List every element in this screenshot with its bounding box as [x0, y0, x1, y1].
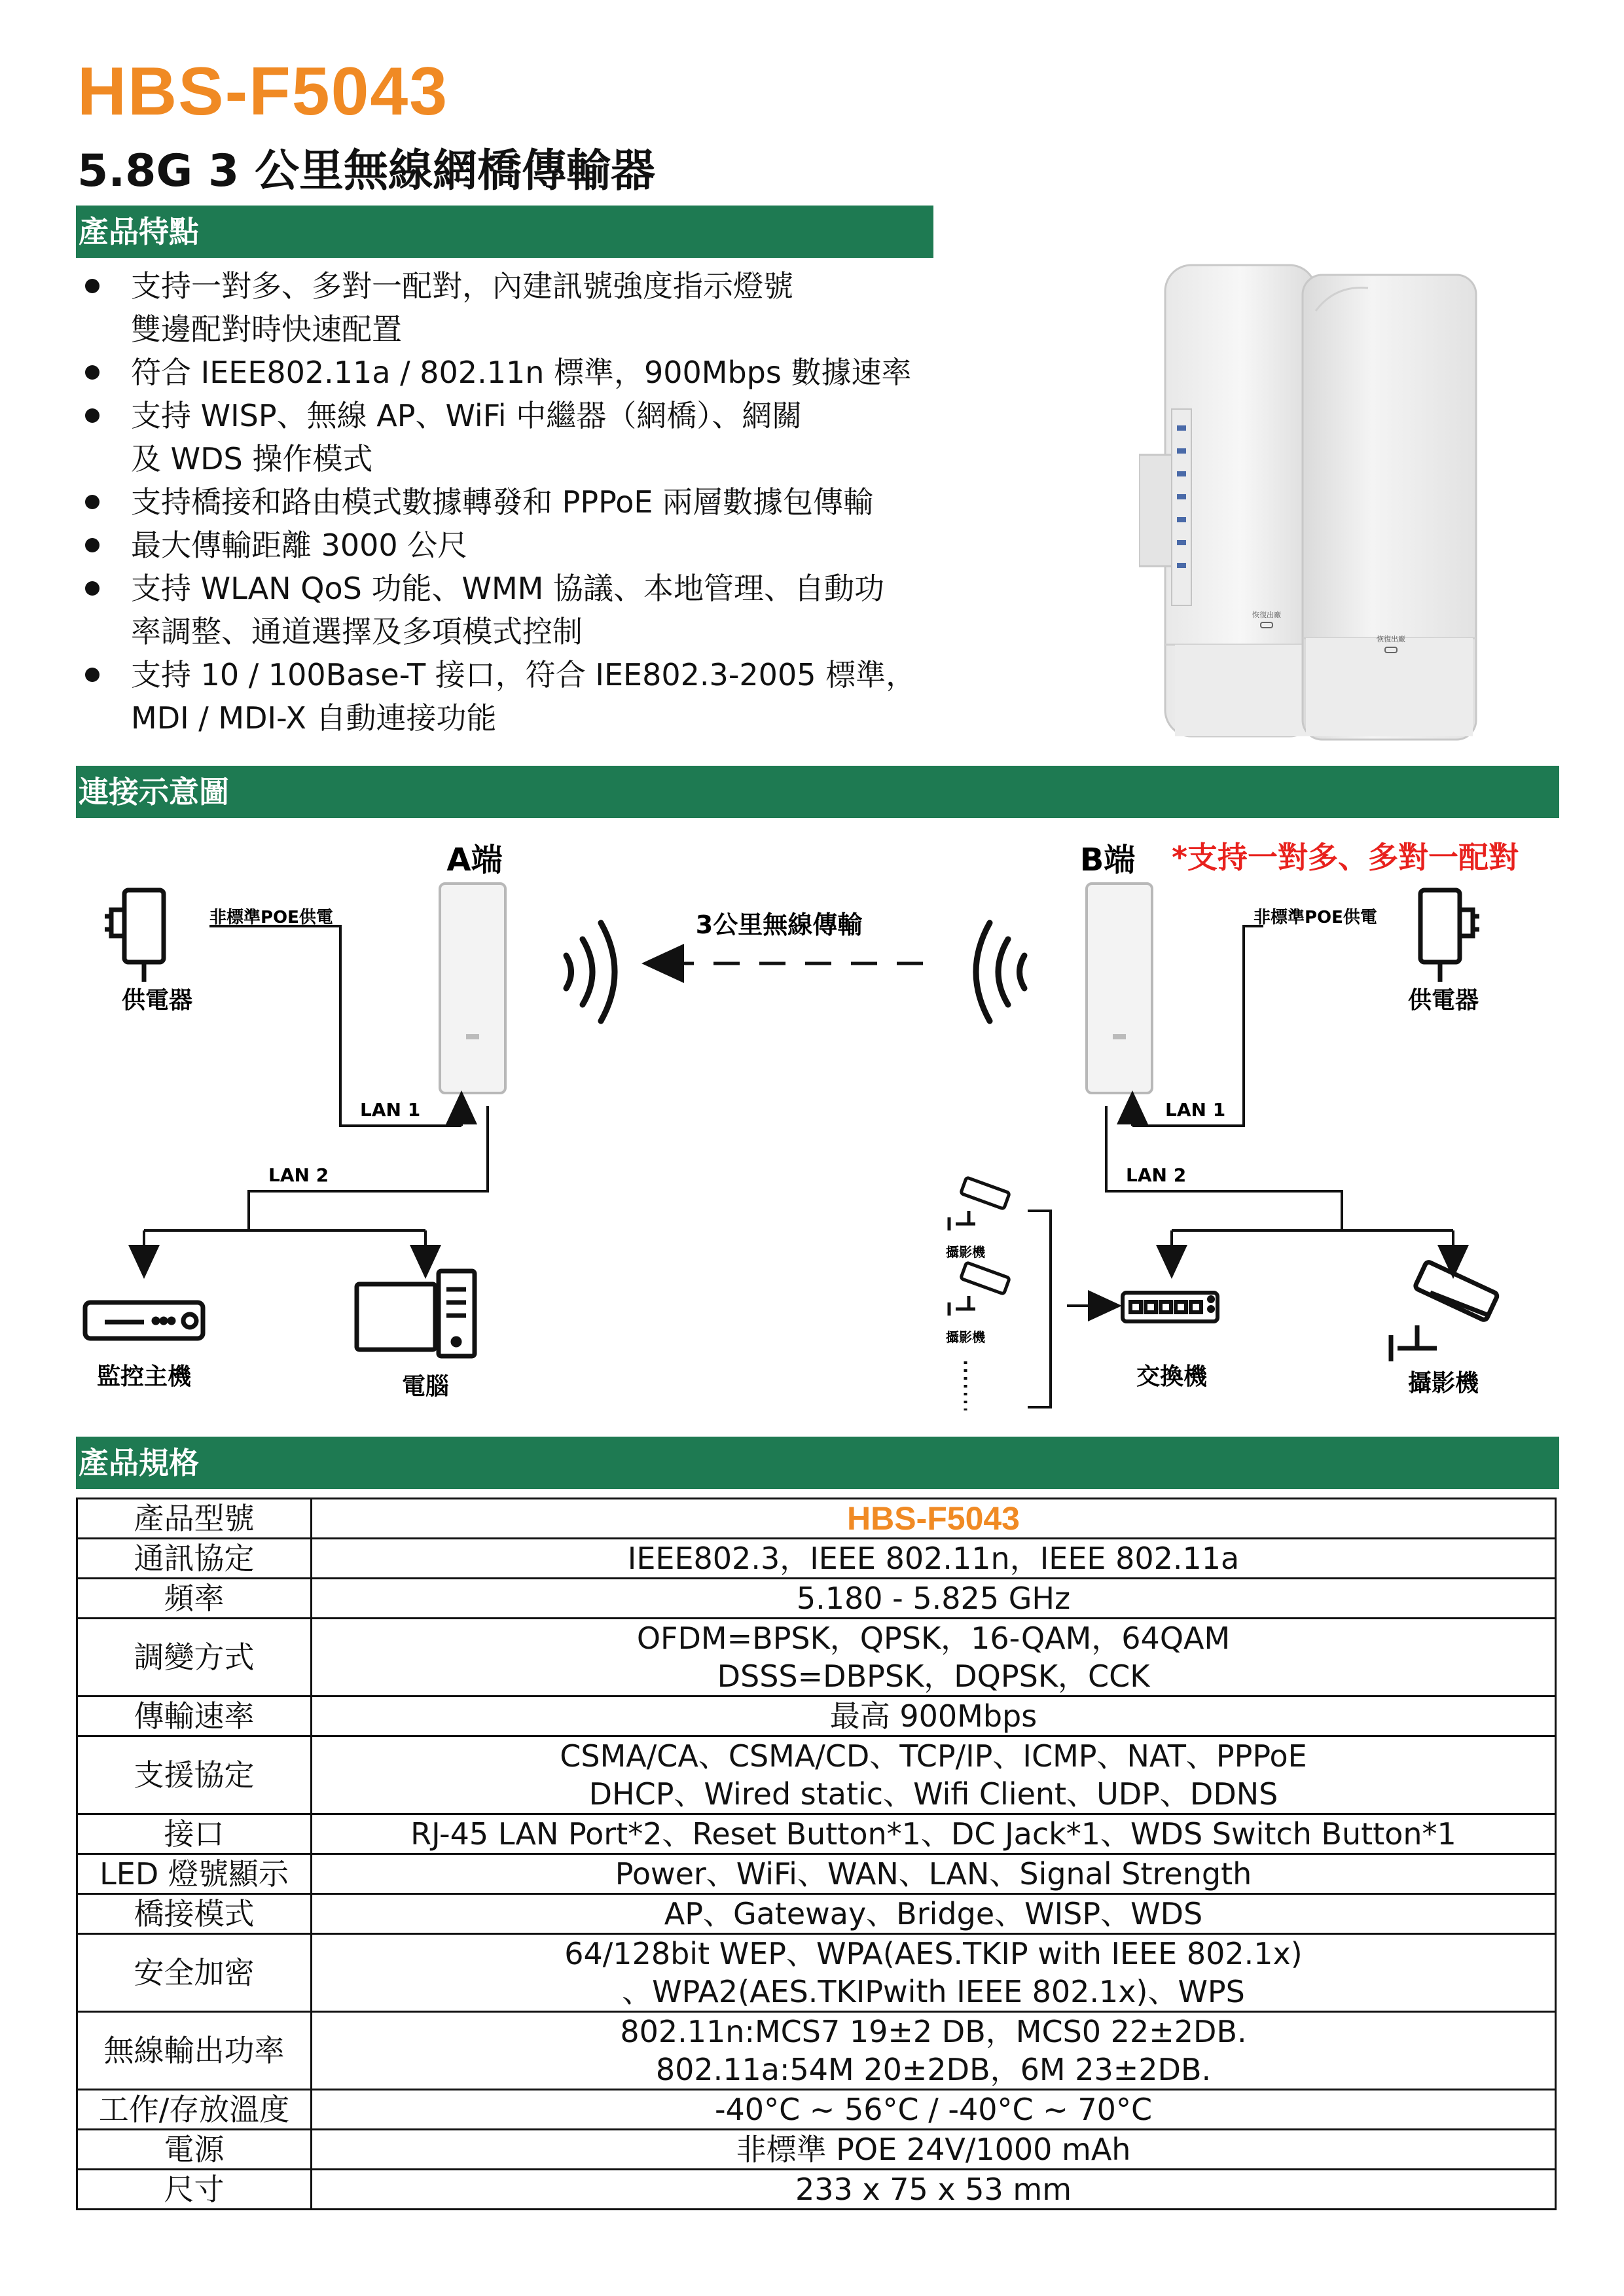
- features-section-header: 產品特點: [76, 206, 933, 258]
- lan1-right-label: LAN 1: [1165, 1099, 1226, 1121]
- feature-item: [79, 394, 929, 480]
- device-unit-right: [1303, 275, 1476, 740]
- power-adapter-right-icon: [1420, 890, 1479, 982]
- camera-small-label-1: 攝影機: [946, 1244, 985, 1260]
- spec-key: 頻率: [77, 1579, 312, 1619]
- feature-text: 最大傳輸距離 3000 公尺: [131, 528, 468, 563]
- bullet-icon: [85, 581, 99, 596]
- feature-item: [79, 264, 929, 351]
- dvr-label: 監控主機: [96, 1363, 192, 1390]
- camera-small-label-2: 攝影機: [946, 1329, 985, 1345]
- spec-key: 通訊協定: [77, 1539, 312, 1579]
- feature-text: 率調整、通道選擇及多項模式控制: [131, 614, 583, 649]
- spec-row: [77, 2012, 1556, 2090]
- svg-text:恢復出廠: 恢復出廠: [1377, 635, 1405, 643]
- spec-value-line: 非標準 POE 24V/1000 mAh: [736, 2132, 1131, 2167]
- poe-label-right: 非標準POE供電: [1254, 908, 1377, 927]
- spec-row: [77, 1854, 1556, 1894]
- spec-key: 橋接模式: [77, 1894, 312, 1934]
- power-adapter-left-label: 供電器: [121, 987, 193, 1014]
- camera-bracket: [1028, 1211, 1106, 1407]
- feature-text: 雙邊配對時快速配置: [131, 312, 402, 347]
- spec-value-line: 最高 900Mbps: [829, 1698, 1038, 1734]
- feature-text: 支持一對多、多對一配對，內建訊號強度指示燈號: [131, 268, 793, 304]
- device-a: [440, 884, 505, 1093]
- spec-value-line: DHCP、Wired static、Wifi Client、UDP、DDNS: [588, 1776, 1278, 1812]
- camera-icon: [1391, 1261, 1498, 1361]
- lan1-left-label: LAN 1: [360, 1099, 421, 1121]
- one-to-many-note: *支持一對多、多對一配對: [1172, 840, 1519, 875]
- spec-row: [77, 2170, 1556, 2210]
- switch-icon: [1123, 1293, 1218, 1321]
- bullet-icon: [85, 538, 99, 552]
- power-adapter-right-label: 供電器: [1407, 987, 1479, 1014]
- spec-value: [312, 2130, 1556, 2170]
- spec-key: 產品型號: [77, 1499, 312, 1539]
- pc-icon: [357, 1271, 475, 1356]
- product-photo: [1139, 259, 1479, 743]
- spec-row: [77, 1696, 1556, 1736]
- spec-value: [312, 2012, 1556, 2090]
- feature-item: [79, 567, 929, 653]
- spec-key: 安全加密: [77, 1934, 312, 2012]
- feature-item: [79, 480, 929, 524]
- spec-value-line: DSSS=DBPSK，DQPSK，CCK: [717, 1659, 1150, 1694]
- spec-value-line: 5.180 - 5.825 GHz: [796, 1581, 1071, 1616]
- feature-text: 支持 WISP、無線 AP、WiFi 中繼器（網橋）、網關: [131, 398, 803, 433]
- spec-value: [312, 1539, 1556, 1579]
- spec-value: [312, 1894, 1556, 1934]
- b-end-label: B端: [1079, 842, 1136, 878]
- feature-text: 及 WDS 操作模式: [131, 441, 373, 476]
- spec-key: 調變方式: [77, 1619, 312, 1696]
- wireless-signal-icon-a: [566, 923, 615, 1021]
- spec-value-line: Power、WiFi、WAN、LAN、Signal Strength: [615, 1856, 1252, 1892]
- product-subtitle: 5.8G 3 公里無線網橋傳輸器: [77, 145, 655, 197]
- spec-row: [77, 1499, 1556, 1539]
- spec-value: [312, 1736, 1556, 1814]
- feature-item: [79, 653, 929, 740]
- spec-value: [312, 1619, 1556, 1696]
- spec-value-line: RJ-45 LAN Port*2、Reset Button*1、DC Jack*1、WDS Switch Button*1: [410, 1816, 1456, 1852]
- camera-small-icon-1: [949, 1177, 1009, 1230]
- spec-value-line: -40°C ~ 56°C / -40°C ~ 70°C: [714, 2092, 1153, 2127]
- spec-value: [312, 1854, 1556, 1894]
- feature-text: MDI / MDI-X 自動連接功能: [131, 700, 497, 736]
- feature-text: 支持 10 / 100Base-T 接口，符合 IEE802.3-2005 標準，: [131, 657, 916, 692]
- bullet-icon: [85, 495, 99, 509]
- feature-item: [79, 524, 929, 567]
- bullet-icon: [85, 668, 99, 682]
- svg-text:恢復出廠: 恢復出廠: [1252, 611, 1281, 619]
- spec-key: 工作/存放溫度: [77, 2090, 312, 2130]
- spec-value: [312, 1814, 1556, 1854]
- spec-row: [77, 1579, 1556, 1619]
- camera-small-icon-2: [949, 1263, 1009, 1316]
- spec-value: [312, 2170, 1556, 2210]
- spec-row: [77, 1934, 1556, 2012]
- bullet-icon: [85, 365, 99, 380]
- device-unit-left: [1139, 265, 1316, 736]
- camera-label: 攝影機: [1407, 1370, 1479, 1397]
- spec-value: [312, 1579, 1556, 1619]
- feature-text: 支持 WLAN QoS 功能、WMM 協議、本地管理、自動功: [131, 571, 884, 606]
- feature-text: 支持橋接和路由模式數據轉發和 PPPoE 兩層數據包傳輸: [131, 484, 874, 520]
- spec-key: 電源: [77, 2130, 312, 2170]
- feature-text: 符合 IEEE802.11a / 802.11n 標準，900Mbps 數據速率: [131, 355, 912, 390]
- left-wiring: [144, 926, 488, 1263]
- spec-value: [312, 1696, 1556, 1736]
- product-model-title: HBS-F5043: [77, 54, 449, 130]
- feature-list: [79, 264, 929, 740]
- spec-key: 無線輸出功率: [77, 2012, 312, 2090]
- spec-key: 傳輸速率: [77, 1696, 312, 1736]
- spec-row: [77, 2090, 1556, 2130]
- wireless-distance-label: 3公里無線傳輸: [695, 910, 863, 939]
- spec-value-line: 233 x 75 x 53 mm: [795, 2172, 1072, 2207]
- switch-label: 交換機: [1136, 1363, 1208, 1390]
- spec-value-line: AP、Gateway、Bridge、WISP、WDS: [664, 1896, 1203, 1931]
- bullet-icon: [85, 408, 99, 423]
- spec-row: [77, 1539, 1556, 1579]
- diagram-section-header: 連接示意圖: [76, 766, 1559, 818]
- connection-diagram: [0, 818, 1624, 1440]
- feature-item: [79, 351, 929, 394]
- bullet-icon: [85, 279, 99, 293]
- spec-row: [77, 1619, 1556, 1696]
- spec-value-line: 802.11n:MCS7 19±2 DB，MCS0 22±2DB.: [620, 2014, 1247, 2049]
- spec-value-line: 802.11a:54M 20±2DB，6M 23±2DB.: [655, 2052, 1212, 2087]
- specs-section-header: 產品規格: [76, 1437, 1559, 1489]
- spec-row: [77, 1894, 1556, 1934]
- a-end-label: A端: [446, 842, 503, 878]
- wireless-signal-icon-b: [976, 923, 1024, 1021]
- lan2-left-label: LAN 2: [268, 1164, 329, 1186]
- spec-value-line: 64/128bit WEP、WPA(AES.TKIP with IEEE 802.1x): [564, 1936, 1303, 1971]
- device-b: [1087, 884, 1152, 1093]
- poe-label-left: 非標準POE供電: [209, 908, 333, 927]
- spec-key: LED 燈號顯示: [77, 1854, 312, 1894]
- spec-row: [77, 2130, 1556, 2170]
- spec-value-line: OFDM=BPSK，QPSK，16-QAM，64QAM: [636, 1621, 1231, 1656]
- power-adapter-left-icon: [105, 890, 164, 982]
- dvr-icon: [85, 1302, 203, 1338]
- spec-key: 接口: [77, 1814, 312, 1854]
- spec-value-line: 、WPA2(AES.TKIPwith IEEE 802.1x)、WPS: [622, 1974, 1245, 2009]
- spec-value-line: CSMA/CA、CSMA/CD、TCP/IP、ICMP、NAT、PPPoE: [560, 1738, 1307, 1774]
- spec-key: 尺寸: [77, 2170, 312, 2210]
- spec-row: [77, 1814, 1556, 1854]
- spec-value-line: HBS-F5043: [847, 1500, 1020, 1537]
- pc-label: 電腦: [401, 1373, 450, 1400]
- spec-table: [76, 1498, 1557, 2210]
- spec-value: [312, 1934, 1556, 2012]
- spec-key: 支援協定: [77, 1736, 312, 1814]
- lan2-right-label: LAN 2: [1126, 1164, 1187, 1186]
- spec-value: [312, 2090, 1556, 2130]
- right-wiring: [1106, 926, 1453, 1263]
- spec-value-line: IEEE802.3，IEEE 802.11n，IEEE 802.11a: [627, 1541, 1240, 1576]
- spec-value: [312, 1499, 1556, 1539]
- spec-row: [77, 1736, 1556, 1814]
